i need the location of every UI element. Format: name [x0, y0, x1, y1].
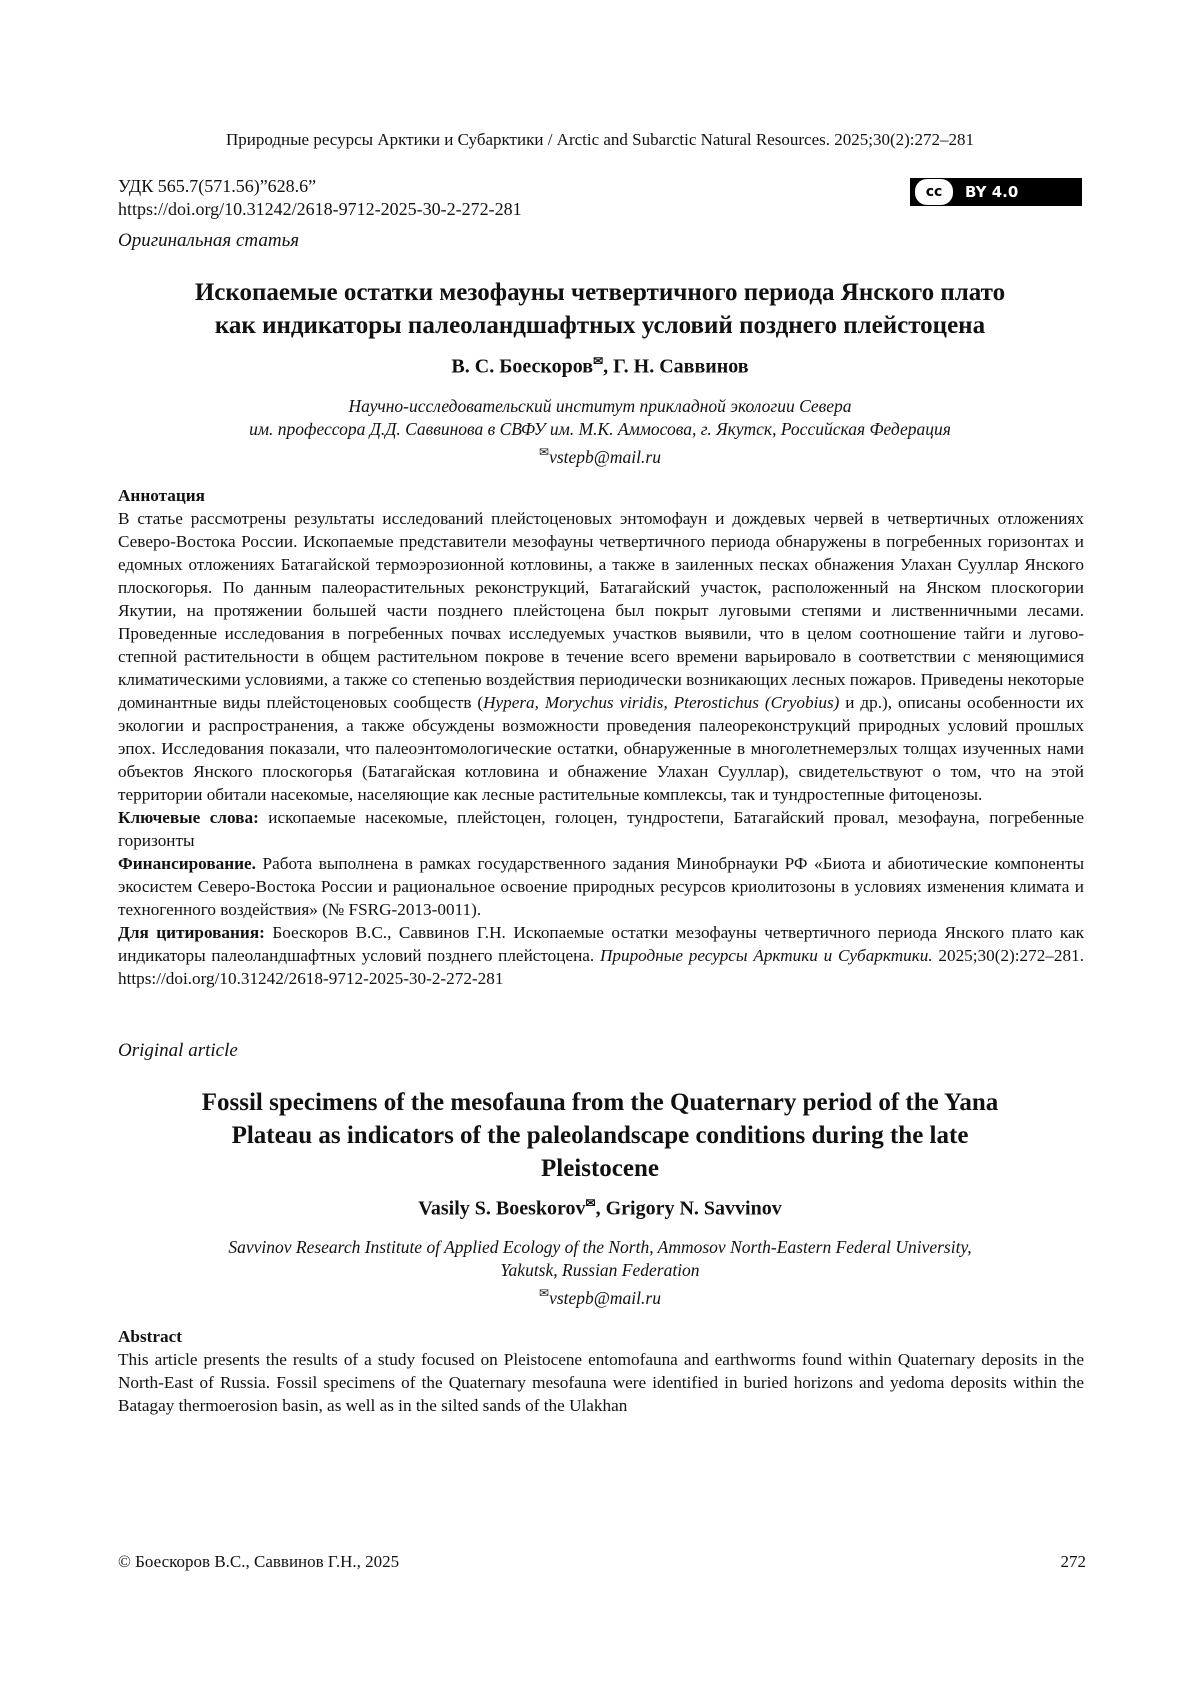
funding-ru-text: Работа выполнена в рамках государственного задания Минобрнауки РФ «Биота и абиотические компоненты экосистем Северо-Востока России и рациональное освоение природных ресурсов криолитозоны в условиях изменения климата и техногенного воздействия» (№ FSRG-2013-0011).	[118, 854, 1084, 919]
authors-ru	[0, 354, 1200, 379]
journal-header: Природные ресурсы Арктики и Субарктики / Arctic and Subarctic Natural Resources. 2025;30(2):272–281	[225, 130, 974, 149]
abstract-ru-species: Hypera, Morychus viridis, Pterostichus (Cryobius)	[483, 693, 840, 712]
article-title-ru	[110, 276, 1090, 342]
title-ru-line2: как индикаторы палеоландшафтных условий позднего плейстоцена	[214, 312, 986, 339]
affiliation-en-line2: Yakutsk, Russian Federation	[500, 1260, 700, 1280]
affiliation-ru-line2: им. профессора Д.Д. Саввинова в СВФУ им. М.К. Аммосова, г. Якутск, Российская Федерация	[249, 419, 951, 439]
cc-license-badge[interactable]	[910, 178, 1082, 206]
author-en-2: , Grigory N. Savvinov	[595, 1197, 782, 1220]
article-type-en: Original article	[118, 1040, 238, 1061]
udk-doi-block	[118, 175, 522, 221]
abstract-ru-block	[118, 484, 1084, 990]
citation-ru-label: Для цитирования:	[118, 923, 265, 942]
author-en-1: Vasily S. Boeskorov	[418, 1197, 586, 1220]
affiliation-en	[0, 1236, 1200, 1310]
title-en-line3: Pleistocene	[540, 1155, 659, 1182]
license-label: BY 4.0	[965, 183, 1019, 201]
abstract-en-heading: Abstract	[118, 1327, 182, 1346]
abstract-en-text: This article presents the results of a study focused on Pleistocene entomofauna and earthworms found within Quaternary deposits in the North-East of Russia. Fossil specimens of the Quaternary mesofauna were identified in buried horizons and yedoma deposits within the Batagay thermoerosion basin, as well as in the silted sands of the Ulakhan	[118, 1350, 1084, 1415]
title-en-line1: Fossil specimens of the mesofauna from the Quaternary period of the Yana	[201, 1089, 999, 1116]
funding-ru-label: Финансирование.	[118, 854, 256, 873]
envelope-icon: ✉	[593, 354, 604, 368]
envelope-icon: ✉	[539, 445, 550, 459]
email-en[interactable]	[0, 1282, 1200, 1310]
abstract-ru-heading: Аннотация	[118, 486, 205, 505]
author-ru-1: В. С. Боескоров	[451, 355, 594, 378]
creative-commons-icon: cc	[915, 179, 953, 205]
funding-ru	[118, 852, 1084, 921]
abstract-ru-part1: В статье рассмотрены результаты исследований плейстоценовых энтомофаун и дождевых червей в четвертичных отложениях Северо-Востока России. Ископаемые представители мезофауны четвертичного периода обнаружены в погребенных горизонтах и едомных отложениях Батагайской термоэрозионной котловины, а также в заиленных песках обнажения Улахан Сууллар Янского плоскогорья. По данным палеорастительных реконструкций, Батагайский участок, расположенный на Янском плоскогории Якутии, на протяжении большей части позднего плейстоцена был покрыт луговыми степями и лиственничными лесами. Проведенные исследования в погребенных почвах исследуемых участков выявили, что в целом соотношение тайги и лугово-степной растительности в общем растительном покрове в течение всего времени варьировало в соответствии с меняющимися климатическими условиями, а также со степенью воздействия периодически возникающих лесных пожаров. Приведены некоторые доминантные виды плейстоценовых сообществ (	[118, 509, 1084, 712]
footer-page-number: 272	[1060, 1552, 1086, 1571]
email-ru[interactable]	[0, 441, 1200, 469]
article-title-en	[110, 1086, 1090, 1185]
keywords-ru-label: Ключевые слова:	[118, 808, 259, 827]
affiliation-ru	[0, 395, 1200, 469]
doi-link[interactable]: https://doi.org/10.31242/2618-9712-2025-30-2-272-281	[118, 199, 522, 219]
envelope-icon: ✉	[585, 1196, 596, 1210]
udk-code: УДК 565.7(571.56)”628.6”	[118, 176, 317, 196]
keywords-ru-text: ископаемые насекомые, плейстоцен, голоцен, тундростепи, Батагайский провал, мезофауна, погребенные горизонты	[118, 808, 1084, 850]
citation-ru-journal: Природные ресурсы Арктики и Субарктики.	[599, 946, 933, 965]
article-type-ru: Оригинальная статья	[118, 230, 300, 251]
abstract-ru-text	[118, 507, 1084, 806]
footer-copyright: © Боескоров В.С., Саввинов Г.Н., 2025	[118, 1552, 400, 1571]
keywords-ru	[118, 806, 1084, 852]
citation-ru-text: Боескоров В.С., Саввинов Г.Н. Ископаемые остатки мезофауны четвертичного периода Янского плато как индикаторы палеоландшафтных условий позднего плейстоцена.	[118, 923, 1084, 965]
email-ru-text[interactable]: vstepb@mail.ru	[549, 446, 661, 467]
abstract-ru-part2: и др.), описаны особенности их экологии и распространения, а также обсуждены возможности проведения палеореконструкций природных условий прошлых эпох. Исследования показали, что палеоэнтомологические остатки, обнаруженные в многолетнемерзлых толщах изученных нами объектов Янского плоскогорья (Батагайская котловина и обнажение Улахан Сууллар), свидетельствуют о том, что на этой территории обитали насекомые, населяющие как лесные растительные комплексы, так и тундростепные фитоценозы.	[118, 693, 1084, 804]
authors-en	[0, 1196, 1200, 1221]
title-en-line2: Plateau as indicators of the paleolandscape conditions during the late	[231, 1122, 969, 1149]
citation-ru-ref[interactable]: 2025;30(2):272–281. https://doi.org/10.31242/2618-9712-2025-30-2-272-281	[118, 946, 1085, 988]
title-ru-line1: Ископаемые остатки мезофауны четвертичного периода Янского плато	[194, 279, 1006, 306]
affiliation-ru-line1: Научно-исследовательский институт прикладной экологии Севера	[348, 396, 852, 416]
abstract-en-block	[118, 1325, 1084, 1417]
author-ru-2: , Г. Н. Саввинов	[603, 355, 749, 378]
citation-ru	[118, 921, 1084, 990]
envelope-icon: ✉	[539, 1286, 550, 1300]
affiliation-en-line1: Savvinov Research Institute of Applied Ecology of the North, Ammosov North-Eastern Federal University,	[228, 1237, 972, 1257]
email-en-text[interactable]: vstepb@mail.ru	[549, 1287, 661, 1308]
